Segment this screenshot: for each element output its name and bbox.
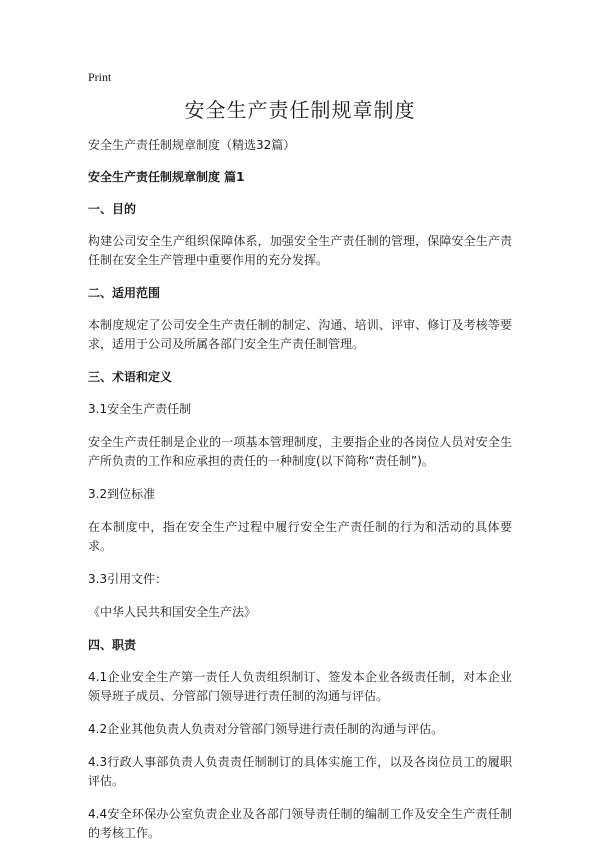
paragraph: 《中华人民共和国安全生产法》 bbox=[88, 605, 257, 619]
document-body bbox=[88, 200, 512, 843]
paragraph: 4.3行政人事部负责人负责责任制制订的具体实施工作，以及各岗位员工的履职评估。 bbox=[88, 755, 512, 788]
paragraph: 本制度规定了公司安全生产责任制的制定、沟通、培训、评审、修订及考核等要求，适用于公司及所属各部门安全生产责任制管理。 bbox=[88, 318, 512, 351]
print-label[interactable]: Print bbox=[88, 70, 112, 84]
paragraph: 在本制度中，指在安全生产过程中履行安全生产责任制的行为和活动的具体要求。 bbox=[88, 520, 512, 553]
section-title: 安全生产责任制规章制度 篇1 bbox=[88, 170, 245, 184]
paragraph: 4.4安全环保办公室负责企业及各部门领导责任制的编制工作及安全生产责任制的考核工作。 bbox=[88, 807, 512, 840]
document-title: 安全生产责任制规章制度 bbox=[184, 98, 416, 122]
section-heading: 三、术语和定义 bbox=[88, 370, 173, 384]
section-heading: 四、职责 bbox=[88, 638, 137, 652]
paragraph: 安全生产责任制是企业的一项基本管理制度，主要指企业的各岗位人员对安全生产所负责的工作和应承担的责任的一种制度(以下简称“责任制”)。 bbox=[88, 435, 512, 468]
paragraph: 3.1安全生产责任制 bbox=[88, 402, 192, 416]
paragraph: 4.2企业其他负责人负责对分管部门领导进行责任制的沟通与评估。 bbox=[88, 722, 444, 736]
section-heading: 二、适用范围 bbox=[88, 286, 161, 300]
paragraph: 构建公司安全生产组织保障体系，加强安全生产责任制的管理，保障安全生产责任制在安全生产管理中重要作用的充分发挥。 bbox=[88, 234, 512, 267]
section-heading: 一、目的 bbox=[88, 202, 137, 216]
paragraph: 3.2到位标准 bbox=[88, 487, 156, 501]
document-subtitle: 安全生产责任制规章制度（精选32篇） bbox=[88, 138, 296, 152]
paragraph: 4.1企业安全生产第一责任人负责组织制订、签发本企业各级责任制，对本企业领导班子成员、分管部门领导进行责任制的沟通与评估。 bbox=[88, 670, 512, 703]
paragraph: 3.3引用文件： bbox=[88, 572, 168, 586]
